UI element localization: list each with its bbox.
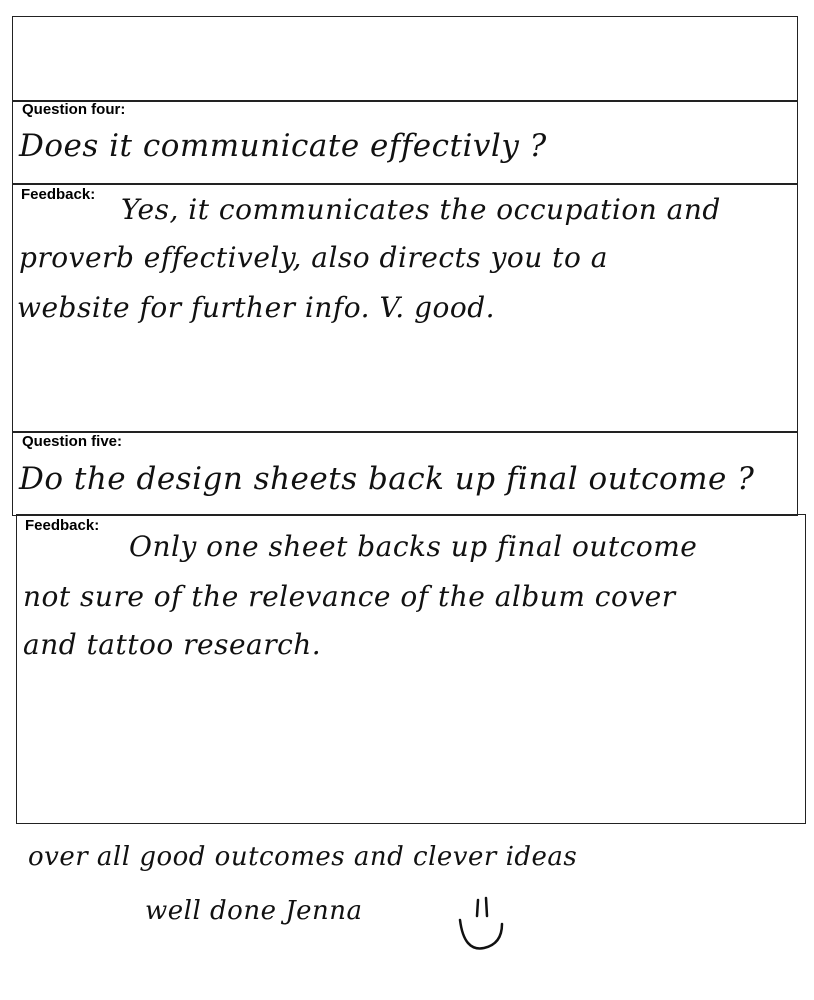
feedback-four-line-1: Yes, it communicates the occupation and: [121, 193, 721, 226]
question-four-box: [12, 100, 798, 185]
previous-feedback-box: [12, 16, 798, 102]
feedback-four-box: [12, 183, 798, 433]
feedback-five-line-1: Only one sheet backs up final outcome: [129, 530, 698, 563]
feedback-four-label: Feedback:: [21, 186, 96, 203]
question-five-answer: Do the design sheets back up final outcome ?: [19, 461, 755, 497]
feedback-five-box: [16, 514, 806, 824]
smiley-face-icon: [450, 892, 510, 962]
question-five-label: Question five:: [22, 433, 123, 450]
feedback-four-line-3: website for further info. V. good.: [17, 291, 496, 324]
closing-note-line-2: well done Jenna: [145, 896, 363, 926]
closing-note-line-1: over all good outcomes and clever ideas: [28, 842, 578, 872]
feedback-form: [12, 16, 806, 824]
feedback-five-line-2: not sure of the relevance of the album cover: [23, 580, 676, 613]
question-four-label: Question four:: [22, 101, 126, 118]
question-four-answer: Does it communicate effectivly ?: [19, 128, 547, 164]
feedback-five-line-3: and tattoo research.: [23, 628, 322, 661]
feedback-four-line-2: proverb effectively, also directs you to a: [19, 241, 608, 274]
feedback-five-label: Feedback:: [25, 517, 100, 534]
question-five-box: [12, 431, 798, 516]
